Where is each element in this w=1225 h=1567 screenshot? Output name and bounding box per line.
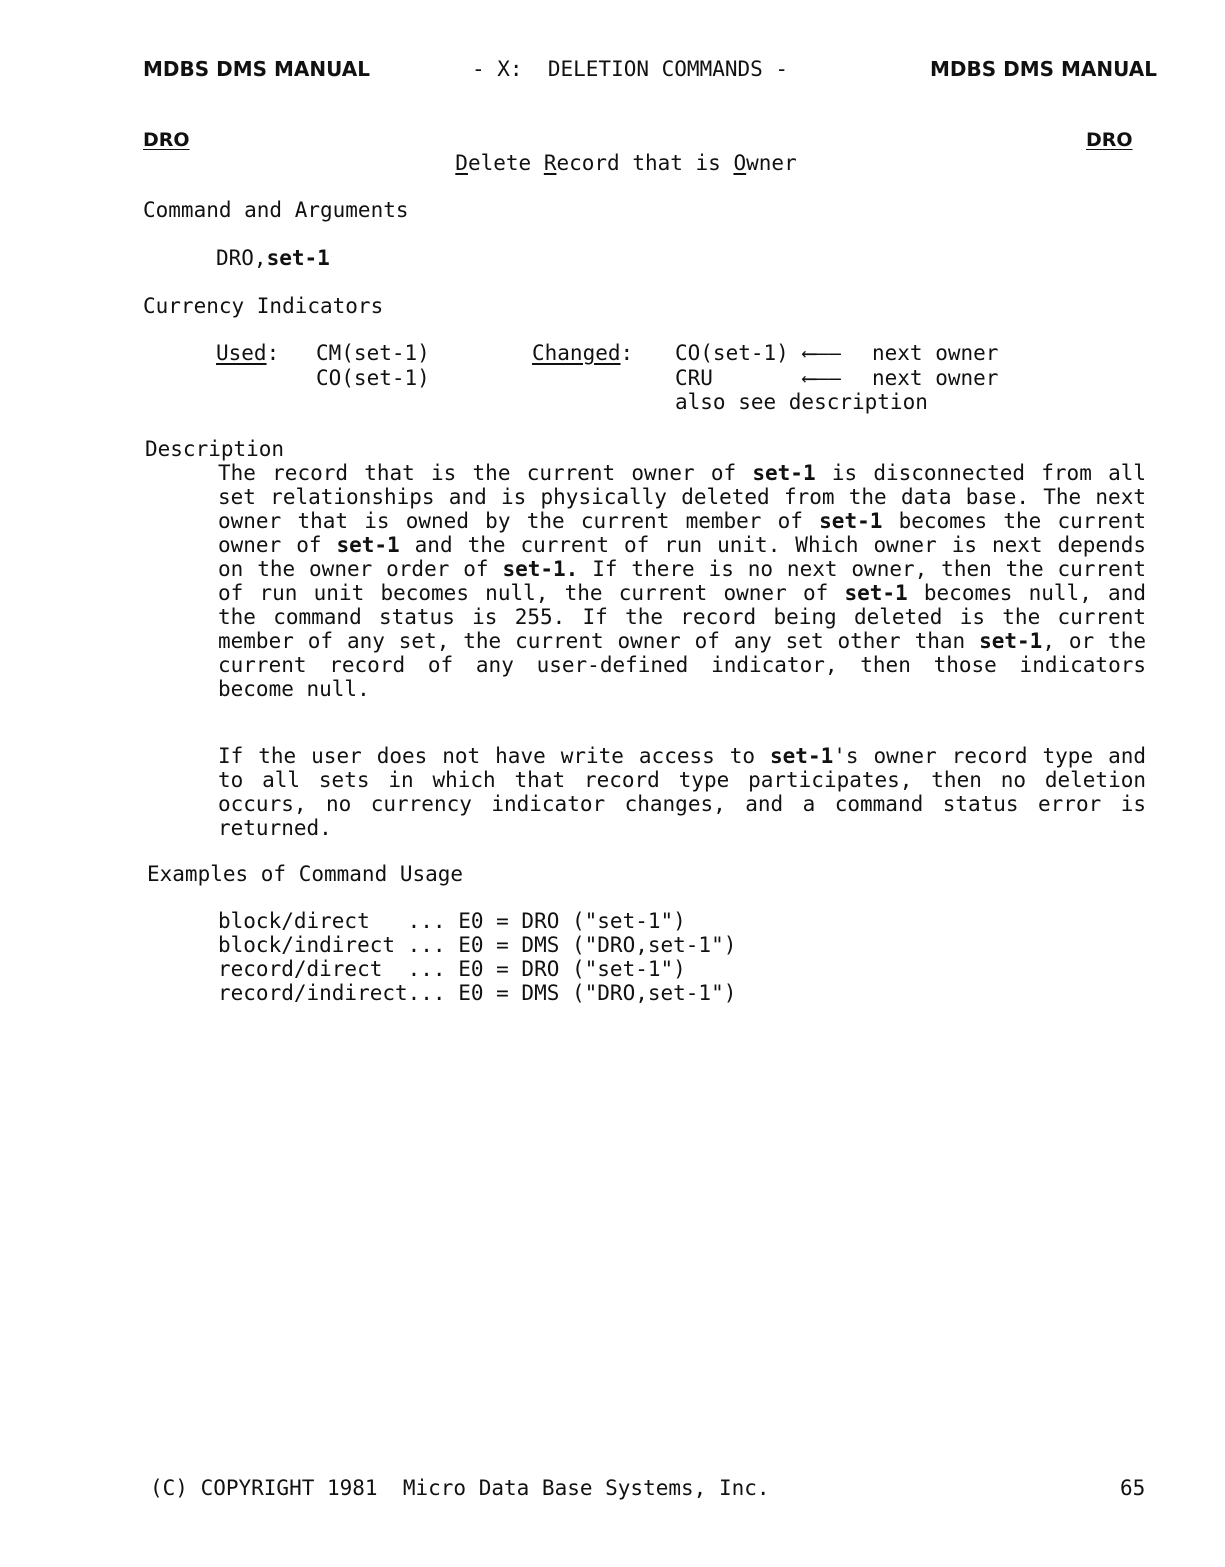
examples-heading: Examples of Command Usage <box>147 862 464 886</box>
changed-label: Changed <box>532 341 621 365</box>
command-syntax <box>216 246 330 270</box>
description-text: becomes null, and the command status is 255. If the record being deleted is the current member of any set, the current owner of any set other than <box>218 581 1146 653</box>
header-chapter: - X: DELETION COMMANDS - <box>472 57 789 81</box>
changed-note: also see description <box>675 390 928 414</box>
arrow-icon: ⟵—— <box>803 341 841 365</box>
command-code-left: DRO <box>143 129 190 151</box>
example-line: record/direct ... E0 = DRO ("set-1") <box>218 957 686 981</box>
set-name-bold: set-1 <box>770 744 834 768</box>
currency-heading: Currency Indicators <box>143 294 384 318</box>
description-text: becomes the current owner of <box>218 509 1146 557</box>
changed-label-line: Changed: <box>532 341 634 365</box>
description-paragraph-1 <box>218 461 1146 701</box>
description-text: 's owner record type and to all sets in which that record type participates, then no deletion occurs, no currency indicator changes, and a command status error is returned. <box>218 744 1146 840</box>
title-part: elete <box>467 151 544 175</box>
description-text: If the user does not have write access to <box>218 744 771 768</box>
syntax-arg: set-1 <box>266 246 330 270</box>
description-text: is disconnected from all set relationships and is physically deleted from the data base. The next owner that is owned by the current member of <box>218 461 1146 533</box>
syntax-prefix: DRO, <box>216 246 267 270</box>
used-label: Used <box>216 341 267 365</box>
header-left: MDBS DMS MANUAL <box>143 57 370 81</box>
set-name-bold: set-1 <box>819 509 883 533</box>
set-name-bold: set-1 <box>979 629 1043 653</box>
description-paragraph-2 <box>218 744 1146 840</box>
used-item: CM(set-1) <box>316 341 430 365</box>
description-text: If there is no next owner, then the current of run unit becomes null, the current owner of <box>218 557 1146 605</box>
example-line: block/indirect ... E0 = DMS ("DRO,set-1") <box>218 933 737 957</box>
used-item: CO(set-1) <box>316 366 430 390</box>
example-line: block/direct ... E0 = DRO ("set-1") <box>218 909 686 933</box>
arrow-icon: ⟵—— <box>803 366 841 390</box>
changed-target: next owner <box>872 366 999 390</box>
title-part: ecord that is <box>556 151 734 175</box>
set-name-bold: set-1 <box>752 461 816 485</box>
changed-item: CRU <box>675 366 713 390</box>
description-heading: Description <box>145 437 285 461</box>
used-label-line: Used: <box>216 341 280 365</box>
footer-copyright: (C) COPYRIGHT 1981 Micro Data Base Systems, Inc. <box>150 1476 770 1500</box>
title-initial-d: D <box>455 151 468 175</box>
command-arguments-heading: Command and Arguments <box>143 198 409 222</box>
command-title <box>430 127 797 175</box>
description-text: The record that is the current owner of <box>218 461 753 485</box>
title-initial-r: R <box>543 151 557 175</box>
page-number: 65 <box>1120 1476 1146 1500</box>
description-text: , or the current record of any user-defined indicator, then those indicators become null. <box>218 629 1146 701</box>
description-text: and the current of run unit. Which owner is next depends on the owner order of <box>218 533 1147 581</box>
set-name-bold: set-1. <box>502 557 579 581</box>
changed-target: next owner <box>872 341 999 365</box>
example-line: record/indirect... E0 = DMS ("DRO,set-1") <box>218 981 737 1005</box>
set-name-bold: set-1 <box>336 533 400 557</box>
changed-item: CO(set-1) <box>675 341 789 365</box>
title-part: wner <box>746 151 797 175</box>
header-right: MDBS DMS MANUAL <box>930 57 1157 81</box>
set-name-bold: set-1 <box>844 581 908 605</box>
title-initial-o: O <box>733 151 747 175</box>
command-code-right: DRO <box>1086 129 1133 151</box>
